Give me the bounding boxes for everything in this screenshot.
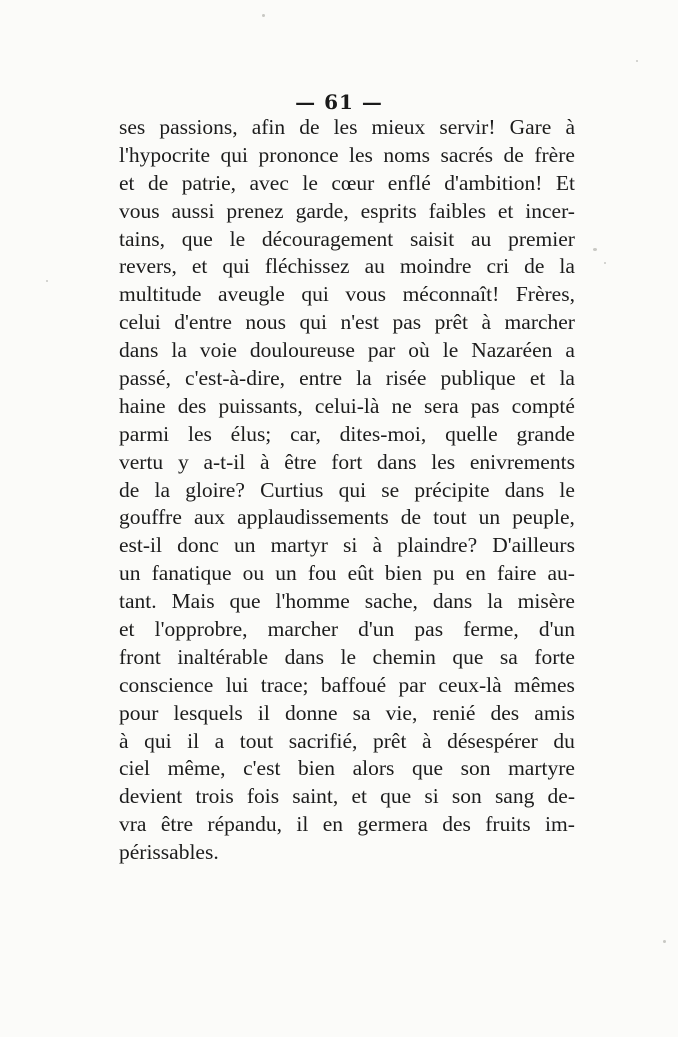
word: et	[497, 198, 514, 223]
word: les	[349, 142, 373, 167]
word: tant.	[119, 589, 157, 614]
word: prêt	[434, 310, 469, 335]
word: un	[119, 561, 141, 586]
word: trois	[195, 784, 234, 809]
word: ses	[119, 115, 146, 139]
word: premier	[508, 226, 575, 251]
word: Nazaréen	[471, 338, 553, 363]
word: de	[299, 115, 320, 139]
word: et	[119, 170, 135, 195]
text-line	[119, 142, 575, 170]
word: au	[364, 254, 385, 279]
word: fort	[331, 449, 363, 474]
text-line	[119, 309, 575, 337]
word: méconnaît!	[402, 282, 500, 307]
paper-speck	[663, 940, 666, 943]
word: afin	[251, 115, 286, 139]
word: fanatique	[151, 561, 232, 586]
word: il	[296, 812, 309, 837]
word: entre	[299, 366, 343, 391]
word: et	[119, 617, 135, 642]
word: bien	[384, 561, 422, 586]
word: à	[259, 449, 270, 474]
text-line	[119, 783, 575, 811]
word: que	[412, 756, 444, 781]
word: que	[229, 589, 261, 614]
word: que	[380, 784, 412, 809]
word: dites-moi,	[339, 421, 427, 446]
word: et	[529, 366, 546, 391]
word: il	[187, 728, 200, 753]
text-line	[119, 198, 575, 226]
word: à	[119, 728, 129, 753]
word: revers,	[119, 254, 177, 279]
word: inaltérable	[177, 644, 269, 669]
word: à	[565, 115, 575, 139]
text-line	[119, 114, 575, 142]
word: c'est	[243, 756, 281, 781]
word: sera	[424, 393, 459, 418]
word: précipite	[414, 477, 490, 502]
paper-speck	[262, 14, 265, 17]
word: se	[381, 477, 400, 502]
word: pour	[119, 700, 159, 725]
word: servir!	[439, 115, 496, 139]
word: prenez	[226, 198, 284, 223]
word: risée	[385, 366, 427, 391]
word: noms	[383, 142, 431, 167]
text-line	[119, 560, 575, 588]
word: frère	[534, 142, 575, 167]
word: être	[160, 812, 194, 837]
word: vous	[119, 198, 160, 223]
text-line	[119, 728, 575, 756]
word: Gare	[509, 115, 552, 139]
text-line	[119, 477, 575, 505]
word: im-	[545, 812, 575, 837]
paper-speck	[604, 262, 606, 264]
word: le	[302, 170, 318, 195]
word: prêt	[373, 728, 407, 753]
word: amis	[534, 700, 575, 725]
word: D'ailleurs	[492, 533, 575, 558]
word: du	[553, 728, 575, 753]
word: aussi	[171, 198, 215, 223]
word: tout	[433, 505, 467, 530]
text-line	[119, 672, 575, 700]
word: les	[187, 421, 212, 446]
word: avec	[249, 170, 289, 195]
word: sa	[499, 644, 518, 669]
word: si	[424, 784, 439, 809]
word: des	[490, 700, 520, 725]
word: Et	[555, 170, 575, 195]
word: eût	[347, 561, 374, 586]
word: pas	[392, 310, 422, 335]
word: un	[478, 505, 501, 530]
word: à	[372, 533, 383, 558]
word: front	[119, 644, 161, 669]
word: dans	[377, 449, 417, 474]
paper-speck	[46, 280, 48, 282]
word: de	[503, 142, 524, 167]
word: devient	[119, 784, 183, 809]
paper-speck	[636, 60, 638, 62]
word: parmi	[119, 421, 170, 446]
word: en	[465, 561, 486, 586]
word: compté	[511, 393, 575, 418]
word: ferme,	[463, 617, 519, 642]
word: la	[559, 254, 575, 279]
word: n'est	[340, 310, 379, 335]
word: Mais	[171, 589, 215, 614]
word: les	[431, 449, 456, 474]
word: haine	[119, 393, 166, 418]
word: nous	[245, 310, 286, 335]
word: des	[177, 393, 207, 418]
word: par	[398, 672, 426, 697]
word: dans	[504, 477, 545, 502]
text-line	[119, 449, 575, 477]
word: sang	[494, 784, 535, 809]
word: de	[524, 254, 545, 279]
word: gloire?	[185, 477, 245, 502]
word: sacrés	[440, 142, 494, 167]
word: à	[422, 728, 432, 753]
word: fruits	[485, 812, 531, 837]
text-line	[119, 226, 575, 254]
word: aveugle	[217, 282, 285, 307]
text-line	[119, 811, 575, 839]
word: d'entre	[174, 310, 232, 335]
word: l'hypocrite	[119, 142, 211, 167]
text-line: périssables.	[119, 840, 219, 865]
word: pas	[414, 617, 444, 642]
word: lesquels	[173, 700, 243, 725]
word: désespérer	[447, 728, 538, 753]
word: publique	[440, 366, 516, 391]
word: a-t-il	[203, 449, 246, 474]
word: d'un	[538, 617, 575, 642]
word: lui	[225, 672, 249, 697]
word: d'ambition!	[444, 170, 543, 195]
word: donc	[177, 533, 219, 558]
paper-speck	[593, 248, 597, 251]
word: ou	[242, 561, 265, 586]
word: y	[177, 449, 189, 474]
word: ceux-là	[438, 672, 502, 697]
word: Frères,	[515, 282, 575, 307]
text-line	[119, 281, 575, 309]
word: a	[214, 728, 225, 753]
word: son	[451, 784, 482, 809]
word: fois	[246, 784, 280, 809]
word: l'homme	[275, 589, 350, 614]
word: la	[154, 477, 171, 502]
word: passé,	[119, 366, 171, 391]
word: applaudissements	[237, 505, 389, 530]
word: peuple,	[512, 505, 575, 530]
word: prononce	[258, 142, 339, 167]
word: saint,	[292, 784, 339, 809]
word: le	[340, 644, 357, 669]
word: passions,	[159, 115, 238, 139]
word: un	[275, 561, 297, 586]
word: il	[257, 700, 270, 725]
word: grande	[516, 421, 575, 446]
text-line	[119, 393, 575, 421]
word: enivrements	[469, 449, 575, 474]
word: Curtius	[260, 477, 324, 502]
text-line	[119, 700, 575, 728]
word: est-il	[119, 533, 162, 558]
word: celui-là	[314, 393, 380, 418]
word: voie	[199, 338, 237, 363]
word: découragement	[261, 226, 394, 251]
word: qui	[220, 142, 249, 167]
word: tains,	[119, 226, 165, 251]
word: marcher	[504, 310, 575, 335]
word: élus;	[230, 421, 272, 446]
word: moindre	[399, 254, 472, 279]
text-line	[119, 616, 575, 644]
word: aux	[193, 505, 225, 530]
word: misère	[517, 589, 575, 614]
word: qui	[222, 254, 250, 279]
word: multitude	[119, 282, 202, 307]
word: la	[356, 366, 372, 391]
word: germera	[357, 812, 428, 837]
word: où	[408, 338, 430, 363]
word: de-	[547, 784, 575, 809]
word: enflé	[387, 170, 431, 195]
word: de	[147, 170, 169, 195]
word: forte	[534, 644, 575, 669]
word: dans	[432, 589, 473, 614]
word: si	[343, 533, 358, 558]
text-line	[119, 504, 575, 532]
word: faibles	[428, 198, 486, 223]
word: chemin	[372, 644, 436, 669]
word: fou	[307, 561, 337, 586]
word: renié	[432, 700, 476, 725]
text-line	[119, 588, 575, 616]
word: c'est-à-dire,	[185, 366, 286, 391]
text-line	[119, 365, 575, 393]
word: incer-	[525, 198, 575, 223]
word: plaindre?	[397, 533, 478, 558]
text-line	[119, 170, 575, 198]
word: répandu,	[207, 812, 283, 837]
word: martyre	[508, 756, 575, 781]
word: la	[559, 366, 575, 391]
word: son	[460, 756, 491, 781]
word: des	[442, 812, 471, 837]
word: au-	[547, 561, 575, 586]
word: douloureuse	[249, 338, 355, 363]
word: cri	[486, 254, 510, 279]
word: fléchissez	[264, 254, 350, 279]
word: qui	[301, 282, 329, 307]
word: conscience	[119, 672, 214, 697]
word: qui	[338, 477, 367, 502]
word: le	[442, 338, 459, 363]
word: gouffre	[119, 505, 182, 530]
word: faire	[496, 561, 537, 586]
word: ne	[391, 393, 412, 418]
word: un	[234, 533, 256, 558]
word: au	[471, 226, 492, 251]
text-line	[119, 253, 575, 281]
word: vertu	[119, 449, 164, 474]
word: pas	[470, 393, 500, 418]
word: a	[565, 338, 575, 363]
word: en	[322, 812, 344, 837]
word: tout	[239, 728, 274, 753]
word: les	[333, 115, 358, 139]
text-line	[119, 337, 575, 365]
word: sache,	[364, 589, 418, 614]
word: vous	[345, 282, 387, 307]
word: de	[400, 505, 422, 530]
word: martyr	[270, 533, 328, 558]
word: mêmes	[514, 672, 575, 697]
word: trace;	[260, 672, 309, 697]
word: que	[452, 644, 484, 669]
word: patrie,	[181, 170, 237, 195]
word: à	[481, 310, 492, 335]
word: même,	[167, 756, 226, 781]
body-text	[119, 114, 575, 867]
word: le	[229, 226, 246, 251]
word: alors	[352, 756, 395, 781]
text-line	[119, 532, 575, 560]
word: d'un	[358, 617, 395, 642]
word: saisit	[410, 226, 455, 251]
word: être	[284, 449, 317, 474]
word: de	[119, 477, 140, 502]
page-number: — 61 —	[295, 90, 383, 114]
word: l'opprobre,	[154, 617, 248, 642]
word: et	[191, 254, 208, 279]
word: cœur	[331, 170, 375, 195]
word: et	[351, 784, 367, 809]
word: quelle	[445, 421, 498, 446]
word: par	[367, 338, 396, 363]
word: le	[559, 477, 575, 502]
word: baffoué	[320, 672, 387, 697]
word: marcher	[267, 617, 339, 642]
word: celui	[119, 310, 161, 335]
word: donne	[284, 700, 338, 725]
word: qui	[144, 728, 172, 753]
word: mieux	[371, 115, 426, 139]
word: sa	[352, 700, 371, 725]
word: esprits	[360, 198, 417, 223]
word: garde,	[295, 198, 349, 223]
word: qui	[299, 310, 327, 335]
word: pu	[433, 561, 455, 586]
word: la	[487, 589, 503, 614]
word: dans	[119, 338, 159, 363]
word: car,	[290, 421, 321, 446]
word: dans	[284, 644, 324, 669]
word: que	[181, 226, 213, 251]
word: vie,	[385, 700, 418, 725]
word: la	[171, 338, 187, 363]
word: sacrifié,	[288, 728, 358, 753]
text-line	[119, 421, 575, 449]
text-line	[119, 755, 575, 783]
word: vra	[119, 812, 147, 837]
word: ciel	[119, 756, 151, 781]
word: puissants,	[218, 393, 303, 418]
text-line	[119, 644, 575, 672]
word: bien	[298, 756, 336, 781]
